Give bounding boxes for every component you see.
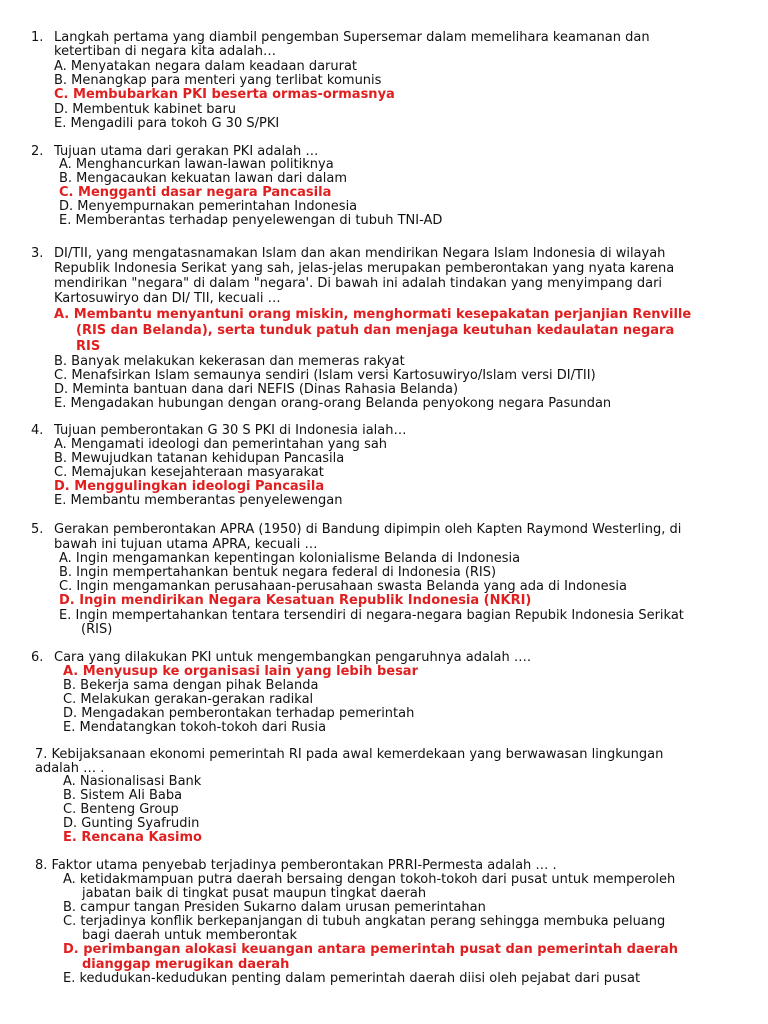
q8-option-d-answer-cont: dianggap merugikan daerah bbox=[82, 957, 290, 972]
question-2-text: Tujuan utama dari gerakan PKI adalah … bbox=[54, 144, 319, 159]
q8-option-a: A. ketidakmampuan putra daerah bersaing dengan tokoh-tokoh dari pusat untuk memperoleh bbox=[63, 872, 676, 887]
q5-option-d-answer: D. Ingin mendirikan Negara Kesatuan Republik Indonesia (NKRI) bbox=[59, 593, 532, 608]
q3-option-d: D. Meminta bantuan dana dari NEFIS (Dinas Rahasia Belanda) bbox=[54, 382, 459, 397]
question-7-text-cont: adalah … . bbox=[35, 761, 105, 776]
q7-option-c: C. Benteng Group bbox=[63, 802, 179, 817]
question-1-number: 1. bbox=[31, 30, 44, 45]
q4-option-a: A. Mengamati ideologi dan pemerintahan yang sah bbox=[54, 437, 388, 452]
q1-option-c-answer: C. Membubarkan PKI beserta ormas-ormasnya bbox=[54, 87, 395, 102]
q1-option-e: E. Mengadili para tokoh G 30 S/PKI bbox=[54, 116, 280, 131]
q6-option-c: C. Melakukan gerakan-gerakan radikal bbox=[63, 692, 314, 707]
q6-option-a-answer: A. Menyusup ke organisasi lain yang lebih besar bbox=[63, 664, 418, 679]
question-6-text: Cara yang dilakukan PKI untuk mengembangkan pengaruhnya adalah …. bbox=[54, 650, 532, 665]
q5-option-e-cont: (RIS) bbox=[81, 622, 113, 637]
question-6-number: 6. bbox=[31, 650, 44, 665]
q8-option-e: E. kedudukan-kedudukan penting dalam pemerintah daerah diisi oleh pejabat dari pusat bbox=[63, 971, 641, 986]
q3-option-c: C. Menafsirkan Islam semaunya sendiri (Islam versi Kartosuwiryo/Islam versi DI/TII) bbox=[54, 368, 596, 383]
question-3-text: DI/TII, yang mengatasnamakan Islam dan akan mendirikan Negara Islam Indonesia di wilayah bbox=[54, 246, 666, 261]
question-4-number: 4. bbox=[31, 423, 44, 438]
q6-option-b: B. Bekerja sama dengan pihak Belanda bbox=[63, 678, 319, 693]
q5-option-a: A. Ingin mengamankan kepentingan kolonialisme Belanda di Indonesia bbox=[59, 551, 521, 566]
q7-option-e-answer: E. Rencana Kasimo bbox=[63, 830, 202, 845]
q2-option-a: A. Menghancurkan lawan-lawan politiknya bbox=[59, 157, 334, 172]
question-1-text: Langkah pertama yang diambil pengemban Supersemar dalam memelihara keamanan dan bbox=[54, 30, 650, 45]
q2-option-e: E. Memberantas terhadap penyelewengan di tubuh TNI-AD bbox=[59, 213, 443, 228]
q6-option-e: E. Mendatangkan tokoh-tokoh dari Rusia bbox=[63, 720, 327, 735]
q8-option-c: C. terjadinya konflik berkepanjangan di tubuh angkatan perang sehingga membuka peluang bbox=[63, 914, 666, 929]
question-4-text: Tujuan pemberontakan G 30 S PKI di Indonesia ialah… bbox=[54, 423, 407, 438]
q3-option-e: E. Mengadakan hubungan dengan orang-orang Belanda penyokong negara Pasundan bbox=[54, 396, 612, 411]
q3-option-a-answer-cont-1: (RIS dan Belanda), serta tunduk patuh dan menjaga keutuhan kedaulatan negara bbox=[76, 323, 675, 338]
q5-option-e: E. Ingin mempertahankan tentara tersendiri di negara-negara bagian Repubik Indonesia Serikat bbox=[59, 608, 684, 623]
question-5-text: Gerakan pemberontakan APRA (1950) di Bandung dipimpin oleh Kapten Raymond Westerling, di bbox=[54, 522, 682, 537]
q8-option-b: B. campur tangan Presiden Sukarno dalam urusan pemerintahan bbox=[63, 900, 486, 915]
q7-option-d: D. Gunting Syafrudin bbox=[63, 816, 200, 831]
question-2-number: 2. bbox=[31, 144, 44, 159]
question-3-text-cont-3: Kartosuwiryo dan DI/ TII, kecuali … bbox=[54, 291, 281, 306]
question-5-text-cont: bawah ini tujuan utama APRA, kecuali … bbox=[54, 537, 318, 552]
q5-option-b: B. Ingin mempertahankan bentuk negara federal di Indonesia (RIS) bbox=[59, 565, 497, 580]
q1-option-a: A. Menyatakan negara dalam keadaan darurat bbox=[54, 59, 358, 74]
q8-option-c-cont: bagi daerah untuk memberontak bbox=[82, 928, 298, 943]
q2-option-d: D. Menyempurnakan pemerintahan Indonesia bbox=[59, 199, 358, 214]
q3-option-a-answer: A. Membantu menyantuni orang miskin, menghormati kesepakatan perjanjian Renville bbox=[54, 307, 692, 322]
question-3-text-cont-2: mendirikan "negara" di dalam "negara'. Di bawah ini adalah tindakan yang menyimpang dari bbox=[54, 276, 663, 291]
q1-option-b: B. Menangkap para menteri yang terlibat komunis bbox=[54, 73, 382, 88]
question-3-number: 3. bbox=[31, 246, 44, 261]
question-3-text-cont-1: Republik Indonesia Serikat yang sah, jelas-jelas merupakan pemberontakan yang nyata karena bbox=[54, 261, 675, 276]
q3-option-b: B. Banyak melakukan kekerasan dan memeras rakyat bbox=[54, 354, 405, 369]
q7-option-a: A. Nasionalisasi Bank bbox=[63, 774, 202, 789]
q2-option-b: B. Mengacaukan kekuatan lawan dari dalam bbox=[59, 171, 347, 186]
question-5-number: 5. bbox=[31, 522, 44, 537]
q3-option-a-answer-cont-2: RIS bbox=[76, 339, 101, 354]
q4-option-b: B. Mewujudkan tatanan kehidupan Pancasila bbox=[54, 451, 345, 466]
q1-option-d: D. Membentuk kabinet baru bbox=[54, 102, 237, 117]
q4-option-e: E. Membantu memberantas penyelewengan bbox=[54, 493, 343, 508]
question-1-text-cont: ketertiban di negara kita adalah… bbox=[54, 44, 277, 59]
q8-option-a-cont: jabatan baik di tingkat pusat maupun tingkat daerah bbox=[82, 886, 427, 901]
q4-option-c: C. Memajukan kesejahteraan masyarakat bbox=[54, 465, 324, 480]
q7-option-b: B. Sistem Ali Baba bbox=[63, 788, 183, 803]
q5-option-c: C. Ingin mengamankan perusahaan-perusahaan swasta Belanda yang ada di Indonesia bbox=[59, 579, 627, 594]
q4-option-d-answer: D. Menggulingkan ideologi Pancasila bbox=[54, 479, 325, 494]
question-8-text: 8. Faktor utama penyebab terjadinya pemberontakan PRRI-Permesta adalah … . bbox=[35, 858, 557, 873]
question-7-text: 7. Kebijaksanaan ekonomi pemerintah RI pada awal kemerdekaan yang berwawasan lingkungan bbox=[35, 747, 664, 762]
q8-option-d-answer: D. perimbangan alokasi keuangan antara pemerintah pusat dan pemerintah daerah bbox=[63, 942, 679, 957]
q6-option-d: D. Mengadakan pemberontakan terhadap pemerintah bbox=[63, 706, 415, 721]
q2-option-c-answer: C. Mengganti dasar negara Pancasila bbox=[59, 185, 332, 200]
